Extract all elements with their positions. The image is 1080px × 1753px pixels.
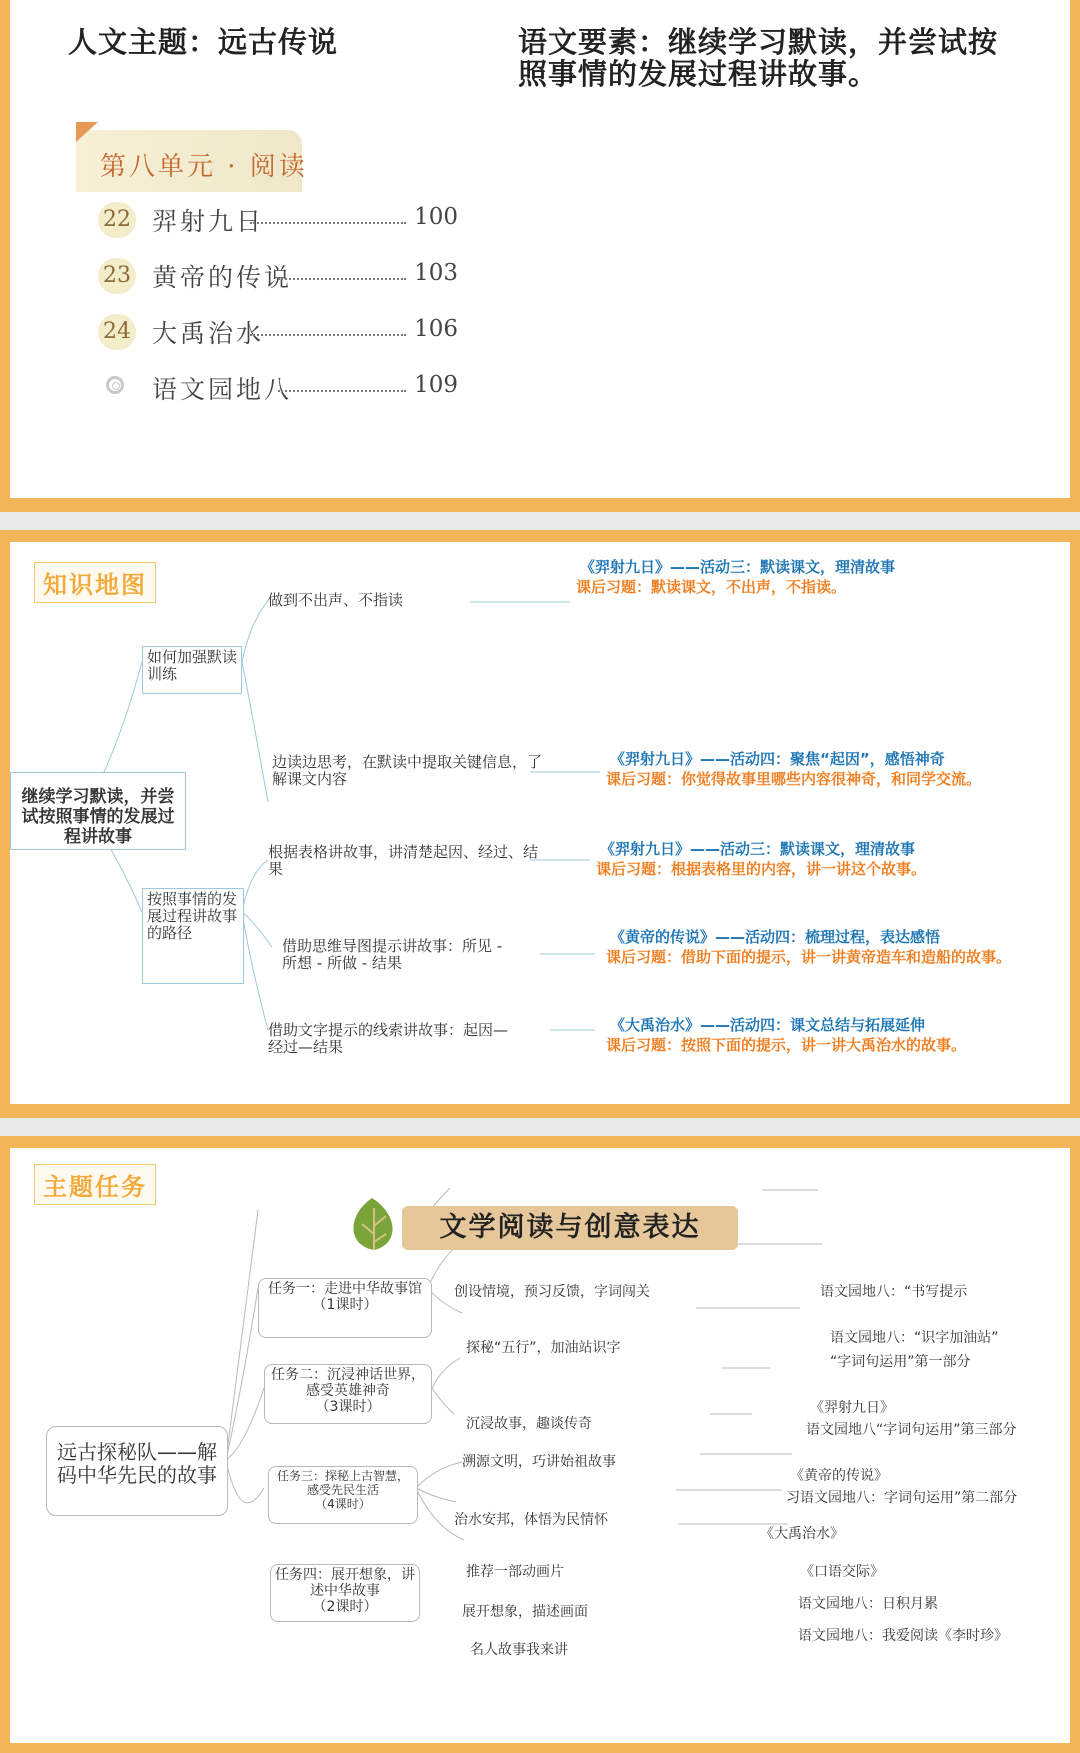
branch-node: 按照事情的发展过程讲故事的路径 <box>142 888 244 984</box>
task-hours: （4课时） <box>315 1497 371 1511</box>
activity-item: 治水安邦，体悟为民情怀 <box>454 1512 608 1528</box>
task-node[interactable] <box>270 1564 420 1622</box>
task-node[interactable] <box>264 1364 432 1424</box>
leaf-text: 边读边思考，在默读中提取关键信息，了解课文内容 <box>272 753 543 788</box>
task-node[interactable] <box>268 1466 418 1524</box>
homework-note: 课后习题：默读课文，不出声，不指读。 <box>576 578 847 596</box>
resource-item: 习语文园地八：字词句运用”第二部分 <box>786 1490 1018 1506</box>
toc-item[interactable] <box>98 198 458 242</box>
knowledge-map-panel <box>0 530 1080 1118</box>
task-banner: 文学阅读与创意表达 <box>402 1206 738 1250</box>
leader-dots <box>250 222 406 224</box>
task-name: 任务二：沉浸神话世界，感受英雄神奇 <box>271 1367 425 1399</box>
lesson-number: 22 <box>98 202 136 238</box>
bookmark-icon <box>76 122 98 142</box>
resource-item: 《口语交际》 <box>800 1564 884 1580</box>
leader-dots <box>278 278 406 280</box>
resource-item: 《羿射九日》 <box>810 1400 894 1416</box>
page-number: 109 <box>414 372 458 398</box>
homework-note: 课后习题：根据表格里的内容，讲一讲这个故事。 <box>596 860 927 878</box>
page-number: 103 <box>414 260 458 286</box>
activity-item: 溯源文明，巧讲始祖故事 <box>462 1454 616 1470</box>
leaf-text: 根据表格讲故事，讲清楚起因、经过、结果 <box>268 843 539 878</box>
lesson-activity: 《羿射九日》——活动三：默读课文，理清故事 <box>600 840 916 858</box>
section-tag: 知识地图 <box>34 562 156 603</box>
homework-note: 课后习题：借助下面的提示，讲一讲黄帝造车和造船的故事。 <box>606 948 1012 966</box>
leader-dots <box>278 390 406 392</box>
toc-item[interactable] <box>98 254 458 298</box>
resource-item: 《大禹治水》 <box>760 1526 844 1542</box>
toc-item[interactable] <box>98 366 458 410</box>
lesson-activity: 《羿射九日》——活动三：默读课文，理清故事 <box>580 558 896 576</box>
section-tag: 主题任务 <box>34 1164 156 1205</box>
branch-node: 如何加强默读训练 <box>142 646 242 694</box>
resource-item: 语文园地八：日积月累 <box>798 1596 938 1612</box>
lesson-title: 语文园地八 <box>152 375 293 404</box>
activity-item: 沉浸故事，趣谈传奇 <box>466 1416 592 1432</box>
unit-title: 第八单元 · 阅读 <box>100 152 308 182</box>
lesson-number: 24 <box>98 314 136 350</box>
task-root-node: 远古探秘队——解码中华先民的故事 <box>46 1426 228 1516</box>
lesson-activity: 《黄帝的传说》——活动四：梳理过程，表达感悟 <box>610 928 941 946</box>
resource-item: 语文园地八“字词句运用”第三部分 <box>806 1422 1017 1438</box>
activity-item: 推荐一部动画片 <box>466 1564 564 1580</box>
theme-label: 人文主题：远古传说 <box>68 25 339 59</box>
page-number: 100 <box>414 204 458 230</box>
lesson-number: 23 <box>98 258 136 294</box>
map-root-node: 继续学习默读，并尝试按照事情的发展过程讲故事 <box>10 772 186 850</box>
element-label-line2: 照事情的发展过程讲故事。 <box>518 57 879 91</box>
task-name: 任务一：走进中华故事馆 <box>268 1281 422 1297</box>
task-name: 任务四：展开想象，讲述中华故事 <box>275 1567 415 1599</box>
leaf-icon <box>342 1196 406 1252</box>
homework-note: 课后习题：你觉得故事里哪些内容很神奇，和同学交流。 <box>606 770 982 788</box>
element-label-line1: 语文要素：继续学习默读，并尝试按 <box>518 25 999 59</box>
resource-item: “字词句运用”第一部分 <box>830 1354 971 1370</box>
theme-task-panel <box>0 1136 1080 1753</box>
lesson-activity: 《大禹治水》——活动四：课文总结与拓展延伸 <box>610 1016 926 1034</box>
resource-item: 语文园地八：“书写提示 <box>820 1284 968 1300</box>
task-hours: （1课时） <box>312 1297 378 1313</box>
unit-overview-panel <box>0 0 1080 512</box>
leaf-text: 做到不出声、不指读 <box>268 591 404 609</box>
resource-item: 语文园地八：“识字加油站” <box>830 1330 999 1346</box>
leader-dots <box>250 334 406 336</box>
activity-item: 名人故事我来讲 <box>470 1642 568 1658</box>
homework-note: 课后习题：按照下面的提示，讲一讲大禹治水的故事。 <box>606 1036 967 1054</box>
leaf-text: 借助思维导图提示讲故事：所见 - 所想 - 所做 - 结果 <box>282 937 503 972</box>
task-hours: （2课时） <box>312 1599 378 1615</box>
resource-item: 《黄帝的传说》 <box>790 1468 888 1484</box>
leaf-text: 借助文字提示的线索讲故事：起因—经过—结果 <box>268 1021 509 1056</box>
task-hours: （3课时） <box>315 1399 381 1415</box>
task-node[interactable] <box>258 1278 432 1338</box>
circle-bullet-icon <box>106 376 124 394</box>
lesson-activity: 《羿射九日》——活动四：聚焦“起因”，感悟神奇 <box>610 750 945 768</box>
activity-item: 创设情境，预习反馈，字词闯关 <box>454 1284 650 1300</box>
page-number: 106 <box>414 316 458 342</box>
lesson-title: 羿射九日 <box>152 207 265 236</box>
task-name: 任务三：探秘上古智慧，感受先民生活 <box>276 1469 409 1497</box>
lesson-title: 黄帝的传说 <box>152 263 293 292</box>
resource-item: 语文园地八：我爱阅读《李时珍》 <box>798 1628 1008 1644</box>
lesson-title: 大禹治水 <box>152 319 265 348</box>
toc-item[interactable] <box>98 310 458 354</box>
activity-item: 探秘“五行”，加油站识字 <box>466 1340 621 1356</box>
activity-item: 展开想象，描述画面 <box>462 1604 588 1620</box>
